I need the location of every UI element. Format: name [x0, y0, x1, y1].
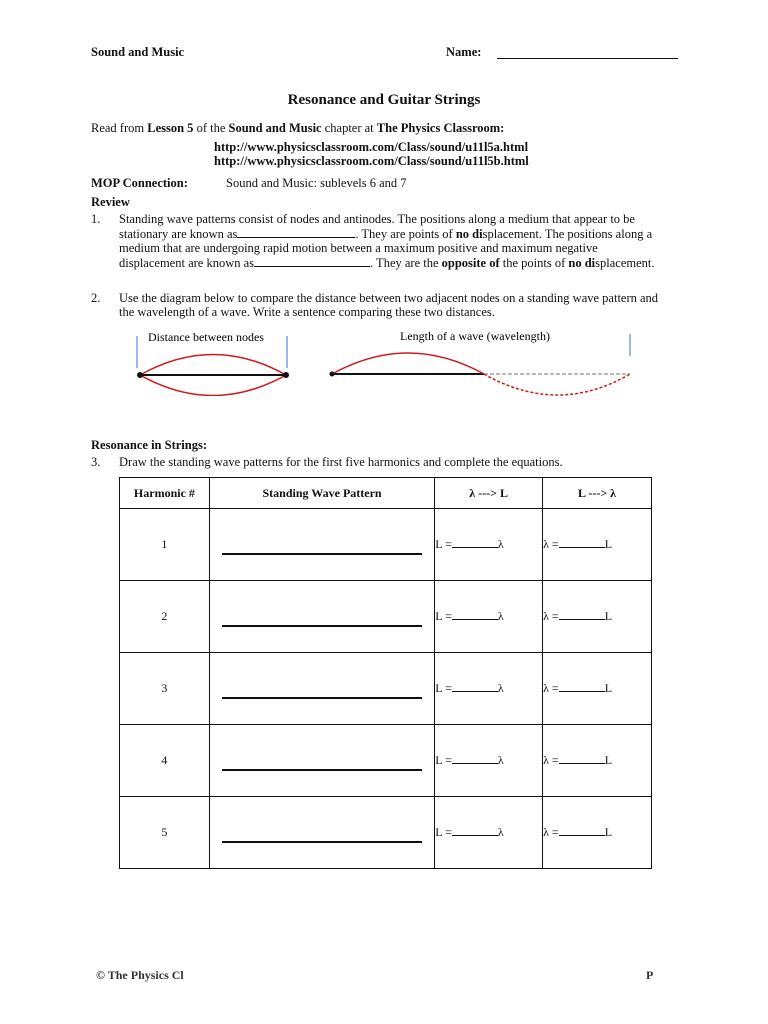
eq-prefix: λ = — [543, 753, 559, 767]
eq-prefix: L = — [435, 537, 452, 551]
eq-l-in-lambda — [435, 653, 543, 725]
q1-text-part2: . They are points of — [355, 227, 456, 241]
eq-lambda-in-l — [543, 581, 652, 653]
eq-answer-blank[interactable] — [559, 609, 605, 620]
eq-answer-blank[interactable] — [452, 681, 498, 692]
q1-text-part5: the points of — [499, 256, 569, 270]
q1-text-part1: Standing wave patterns consist of nodes and antinodes. The positions along a medium that appear to be stationary are known as — [119, 212, 635, 241]
wave-trough — [484, 374, 630, 395]
q1-text-part3: splacement. The positions along a medium that are undergoing rapid motion between a maximum positive and maximum negative displacement are known as — [119, 227, 653, 270]
reading-prefix: Read from — [91, 121, 148, 135]
node-left — [137, 372, 143, 378]
reading-site: The Physics Classroom: — [376, 121, 505, 135]
wavelength-label: Length of a wave (wavelength) — [400, 329, 550, 343]
harmonic-number: 3 — [120, 653, 210, 725]
eq-answer-blank[interactable] — [452, 753, 498, 764]
harmonics-table — [119, 477, 652, 869]
eq-suffix: λ — [497, 537, 504, 551]
standing-wave-lower-arc — [140, 375, 286, 396]
url-link-2[interactable]: http://www.physicsclassroom.com/Class/sound/u11l5b.html — [214, 154, 529, 168]
question-1-text — [119, 212, 664, 270]
page-title: Resonance and Guitar Strings — [287, 92, 481, 108]
harmonic-number: 4 — [120, 725, 210, 797]
eq-suffix: L — [604, 681, 613, 695]
eq-prefix: L = — [435, 681, 452, 695]
nodes-answer-blank[interactable] — [237, 226, 355, 238]
eq-suffix: λ — [497, 681, 504, 695]
eq-suffix: L — [604, 537, 613, 551]
standing-wave-upper-arc — [140, 355, 286, 376]
eq-prefix: L = — [435, 753, 452, 767]
resonance-heading: Resonance in Strings: — [91, 438, 207, 452]
string-line — [222, 769, 422, 771]
drawing-area[interactable] — [209, 509, 434, 581]
q1-text-part4: . They are the — [370, 256, 442, 270]
table-row — [120, 725, 652, 797]
eq-prefix: λ = — [543, 537, 559, 551]
header-lambda-to-l: λ ---> L — [435, 478, 543, 509]
eq-suffix: L — [604, 609, 613, 623]
eq-prefix: λ = — [543, 825, 559, 839]
question-3-number: 3. — [91, 455, 101, 469]
harmonic-number: 5 — [120, 797, 210, 869]
table-row — [120, 581, 652, 653]
table-row — [120, 797, 652, 869]
eq-answer-blank[interactable] — [559, 681, 605, 692]
eq-answer-blank[interactable] — [559, 825, 605, 836]
eq-suffix: L — [604, 825, 613, 839]
header-subject: Sound and Music — [91, 45, 185, 59]
drawing-area[interactable] — [209, 653, 434, 725]
table-row — [120, 509, 652, 581]
wave-start-point — [330, 372, 335, 377]
eq-prefix: λ = — [543, 681, 559, 695]
eq-answer-blank[interactable] — [559, 753, 605, 764]
header-harmonic: Harmonic # — [120, 478, 210, 509]
eq-suffix: λ — [497, 825, 504, 839]
reading-chapter: Sound and Music — [228, 121, 322, 135]
question-1-number: 1. — [91, 212, 101, 226]
drawing-area[interactable] — [209, 797, 434, 869]
q1-text-part6: splacement. — [595, 256, 655, 270]
review-heading: Review — [91, 195, 130, 209]
reading-chapter-suffix: chapter at — [321, 121, 377, 135]
header-standing-wave: Standing Wave Pattern — [209, 478, 434, 509]
eq-answer-blank[interactable] — [559, 537, 605, 548]
q1-no-2: no di — [568, 256, 596, 270]
table-row — [120, 653, 652, 725]
mop-label: MOP Connection: — [91, 176, 188, 190]
eq-suffix: λ — [497, 609, 504, 623]
q1-no-1: no di — [455, 227, 483, 241]
string-line — [222, 841, 422, 843]
distance-between-nodes-label: Distance between nodes — [148, 330, 264, 344]
eq-answer-blank[interactable] — [452, 609, 498, 620]
drawing-area[interactable] — [209, 581, 434, 653]
harmonic-number: 1 — [120, 509, 210, 581]
question-3-text: Draw the standing wave patterns for the first five harmonics and complete the equations. — [119, 455, 563, 469]
name-blank-line[interactable] — [497, 58, 678, 59]
node-wavelength-diagram — [128, 326, 638, 396]
wave-crest — [332, 353, 484, 374]
eq-lambda-in-l — [543, 725, 652, 797]
header-l-to-lambda: L ---> λ — [543, 478, 652, 509]
eq-l-in-lambda — [435, 725, 543, 797]
reading-middle: of the — [193, 121, 229, 135]
eq-lambda-in-l — [543, 797, 652, 869]
reading-lesson: Lesson 5 — [147, 121, 194, 135]
question-2-text: Use the diagram below to compare the distance between two adjacent nodes on a standing wave pattern and the wavelength of a wave. Write a sentence comparing these two distances. — [119, 291, 659, 319]
antinodes-answer-blank[interactable] — [254, 255, 370, 267]
eq-l-in-lambda — [435, 797, 543, 869]
eq-answer-blank[interactable] — [452, 825, 498, 836]
eq-l-in-lambda — [435, 509, 543, 581]
string-line — [222, 625, 422, 627]
name-label: Name: — [446, 45, 482, 59]
eq-suffix: λ — [497, 753, 504, 767]
string-line — [222, 697, 422, 699]
eq-lambda-in-l — [543, 653, 652, 725]
q1-opposite: opposite of — [441, 256, 500, 270]
eq-prefix: L = — [435, 609, 452, 623]
string-line — [222, 553, 422, 555]
node-right — [283, 372, 289, 378]
eq-prefix: L = — [435, 825, 452, 839]
url-link-1[interactable]: http://www.physicsclassroom.com/Class/sound/u11l5a.html — [214, 140, 529, 154]
reading-instruction — [91, 121, 504, 136]
eq-lambda-in-l — [543, 509, 652, 581]
mop-value: Sound and Music: sublevels 6 and 7 — [226, 176, 407, 190]
harmonic-number: 2 — [120, 581, 210, 653]
eq-prefix: λ = — [543, 609, 559, 623]
eq-suffix: L — [604, 753, 613, 767]
eq-l-in-lambda — [435, 581, 543, 653]
question-2-number: 2. — [91, 291, 101, 305]
footer-page: P — [646, 968, 654, 982]
eq-answer-blank[interactable] — [452, 537, 498, 548]
drawing-area[interactable] — [209, 725, 434, 797]
footer-copyright: © The Physics Cl — [96, 968, 184, 982]
table-header-row — [120, 478, 652, 509]
